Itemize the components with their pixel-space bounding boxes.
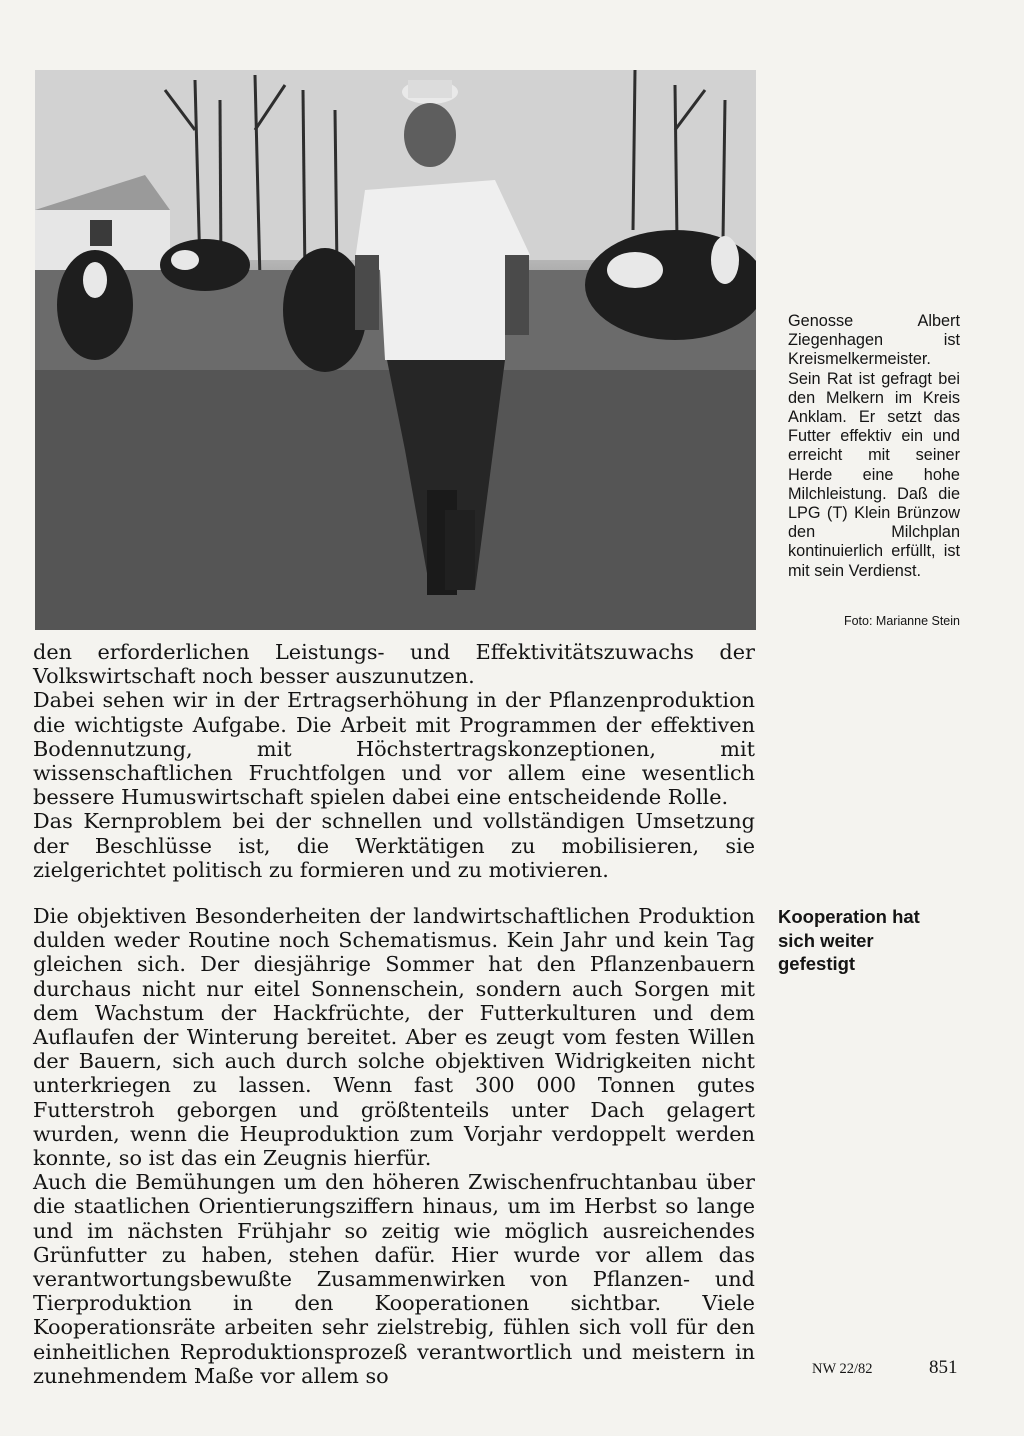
photo-credit: Foto: Marianne Stein — [843, 614, 960, 628]
side-heading: Kooperation hat sich weiter gefestigt — [778, 906, 920, 974]
article-section-1 — [33, 640, 755, 882]
paragraph: Dabei sehen wir in der Ertragserhöhung in der Pflanzenproduktion die wichtigste Aufgabe. Die Arbeit mit Programmen der effektiven Bodennutzung, mit Höchstertragskonzeptionen, mit wissenschaftlichen Fruchtfolgen und vor allem eine wesentlich bessere Humuswirtschaft spielen dabei eine entscheidende Rolle. — [33, 688, 755, 810]
paragraph: Das Kernproblem bei der schnellen und vollständigen Umsetzung der Beschlüsse ist, die Werktätigen zu mobilisieren, sie zielgerichtet politisch zu formieren und zu motivieren. — [33, 809, 755, 882]
farmer-with-cows-photo — [35, 70, 756, 630]
photo-caption: Genosse Albert Ziegenhagen ist Kreismelkermeister. Sein Rat ist gefragt bei den Melkern im Kreis Anklam. Er setzt das Futter effektiv ein und erreicht mit seiner Herde eine hohe Milchleistung. Daß die LPG (T) Klein Brünzow den Milchplan kontinuierlich erfüllt, ist mit sein Verdienst. — [788, 312, 960, 580]
article-section-2 — [33, 904, 755, 1388]
paragraph: den erforderlichen Leistungs- und Effektivitätszuwachs der Volkswirtschaft noch besser auszunutzen. — [33, 640, 755, 689]
paragraph: Auch die Bemühungen um den höheren Zwischenfruchtanbau über die staatlichen Orientierungsziffern hinaus, um im Herbst so lange und im nächsten Frühjahr so zeitig wie möglich ausreichendes Grünfutter zu haben, stehen dafür. Hier wurde vor allem das verantwortungsbewußte Zusammenwirken von Pflanzen- und Tierproduktion in den Kooperationen sichtbar. Viele Kooperationsräte arbeiten sehr zielstrebig, fühlen sich voll für den einheitlichen Reproduktionsprozeß verantwortlich und meistern in zunehmendem Maße vor allem so — [33, 1170, 755, 1388]
page-number: 851 — [929, 1357, 958, 1378]
paragraph: Die objektiven Besonderheiten der landwirtschaftlichen Produktion dulden weder Routine noch Schematismus. Kein Jahr und kein Tag gleichen sich. Der diesjährige Sommer hat den Pflanzenbauern durchaus nicht nur eitel Sonnenschein, sondern auch Sorgen mit dem Wachstum der Hackfrüchte, der Futterkulturen und dem Auflaufen der Winterung bereitet. Aber es zeugt vom festen Willen der Bauern, sich auch durch solche objektiven Widrigkeiten nicht unterkriegen zu lassen. Wenn fast 300 000 Tonnen gutes Futterstroh geborgen und größtenteils unter Dach gelagert wurden, wenn die Heuproduktion zum Vorjahr verdoppelt werden konnte, so ist das ein Zeugnis hierfür. — [33, 904, 755, 1171]
issue-label: NW 22/82 — [812, 1361, 873, 1377]
